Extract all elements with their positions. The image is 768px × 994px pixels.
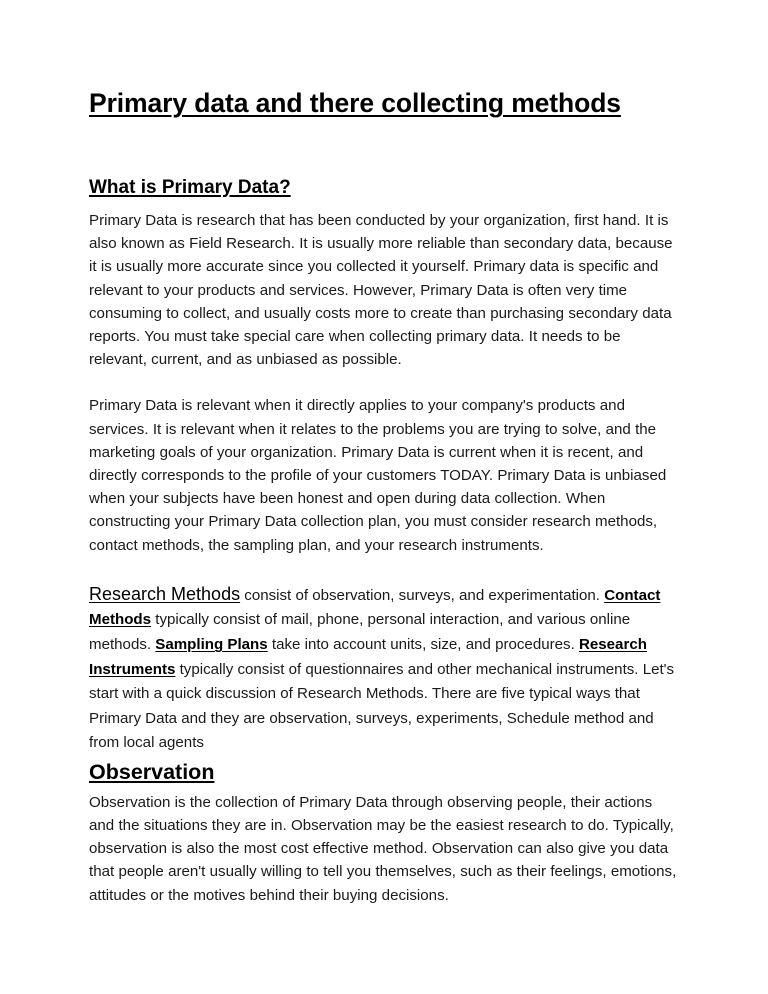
page-title [89, 88, 681, 119]
research-methods-text-1: consist of observation, surveys, and experimentation. [240, 586, 605, 604]
paragraph-primary-data-definition: Primary Data is research that has been conducted by your organization, first hand. It is also known as Field Research. It is usually more reliable than secondary data, because it is usually more accurate since you collected it yourself. Primary data is specific and relevant to your products and services. However, Primary Data is often very time consuming to collect, and usually costs more to create than purchasing secondary data reports. You must take special care when collecting primary data. It needs to be relevant, current, and as unbiased as possible. [89, 211, 673, 369]
term-research-instruments: Research Instruments [89, 635, 647, 678]
research-methods-text-3: take into account units, size, and procedures. [267, 635, 579, 653]
term-contact-methods: Contact Methods [89, 586, 661, 629]
term-sampling-plans: Sampling Plans [155, 635, 268, 653]
research-methods-text-2: typically consist of mail, phone, personal interaction, and various online methods. [89, 611, 631, 653]
document-body [89, 88, 681, 907]
paragraph-observation: Observation is the collection of Primary Data through observing people, their actions and the situations they are in. Observation may be the easiest research to do. Typically, observation is also the most cost effective method. Observation can also give you data that people aren't usually willing to tell you themselves, such as their feelings, emotions, attitudes or the motives behind their buying decisions. [89, 793, 677, 904]
page-title-text: Primary data and there collecting methods [89, 88, 621, 118]
spacer [89, 371, 681, 394]
heading-observation-text: Observation [89, 759, 215, 784]
spacer [89, 119, 681, 176]
paragraph-research-methods [89, 582, 681, 756]
paragraph-primary-data-relevance: Primary Data is relevant when it directly applies to your company's products and services. It is relevant when it relates to the problems you are trying to solve, and the marketing goals of your organization. Primary Data is current when it is recent, and directly corresponds to the profile of your customers TODAY. Primary Data is unbiased when your subjects have been honest and open during data collection. When constructing your Primary Data collection plan, you must consider research methods, contact methods, the sampling plan, and your research instruments. [89, 397, 667, 554]
heading-what-is-primary-data [89, 176, 681, 201]
heading-observation [89, 759, 681, 786]
term-research-methods: Research Methods [89, 583, 241, 604]
research-methods-text-4: typically consist of questionnaires and other mechanical instruments. Let's start with a quick discussion of Research Methods. There are five typical ways that Primary Data and they are observation, surveys, experiments, Schedule method and from local agents [89, 660, 675, 752]
spacer [89, 557, 681, 582]
spacer [89, 201, 681, 209]
heading-what-is-primary-data-text: What is Primary Data? [89, 177, 291, 199]
